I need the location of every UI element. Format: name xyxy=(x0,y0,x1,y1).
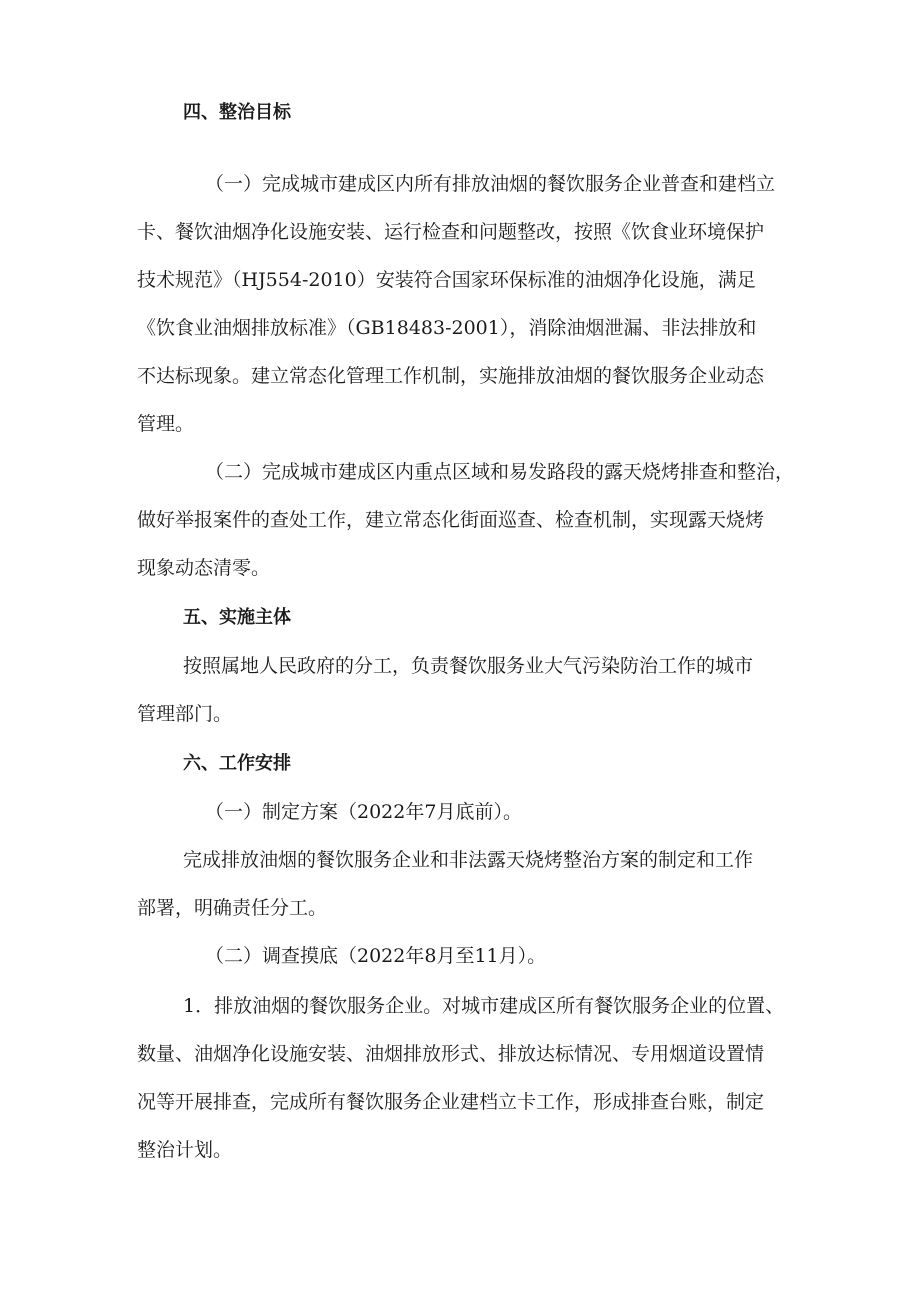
stage-1-line-2: 部署，明确责任分工。 xyxy=(137,897,328,919)
goal-1-line-1: （一）完成城市建成区内所有排放油烟的餐饮服务企业普查和建档立 xyxy=(205,173,776,195)
item-1-line-2: 数量、油烟净化设施安装、油烟排放形式、排放达标情况、专用烟道设置情 xyxy=(137,1043,765,1065)
goal-1-line-6: 管理。 xyxy=(137,413,195,435)
subject-line-1: 按照属地人民政府的分工，负责餐饮服务业大气污染防治工作的城市 xyxy=(183,655,754,677)
section-heading-subject: 五、实施主体 xyxy=(183,607,291,628)
item-1-line-3: 况等开展排查，完成所有餐饮服务企业建档立卡工作，形成排查台账，制定 xyxy=(137,1091,765,1113)
stage-1-line-1: 完成排放油烟的餐饮服务企业和非法露天烧烤整治方案的制定和工作 xyxy=(183,849,754,871)
goal-1-line-2: 卡、餐饮油烟净化设施安装、运行检查和问题整改，按照《饮食业环境保护 xyxy=(137,221,765,243)
stage-2-title: （二）调查摸底（2022年8月至11月）。 xyxy=(205,945,547,967)
goal-1-line-5: 不达标现象。建立常态化管理工作机制，实施排放油烟的餐饮服务企业动态 xyxy=(137,365,765,387)
section-heading-schedule: 六、工作安排 xyxy=(183,753,291,774)
stage-1-title: （一）制定方案（2022年7月底前）。 xyxy=(205,801,522,823)
goal-2-line-2: 做好举报案件的查处工作，建立常态化街面巡查、检查机制，实现露天烧烤 xyxy=(137,509,765,531)
goal-2-line-1: （二）完成城市建成区内重点区域和易发路段的露天烧烤排查和整治， xyxy=(205,461,795,483)
goal-1-line-3: 技术规范》（HJ554-2010）安装符合国家环保标准的油烟净化设施，满足 xyxy=(137,269,756,291)
subject-line-2: 管理部门。 xyxy=(137,703,233,725)
section-heading-goals: 四、整治目标 xyxy=(183,102,291,123)
item-1-line-1: 1．排放油烟的餐饮服务企业。对城市建成区所有餐饮服务企业的位置、 xyxy=(183,995,785,1017)
goal-2-line-3: 现象动态清零。 xyxy=(137,557,271,579)
goal-1-line-4: 《饮食业油烟排放标准》（GB18483-2001），消除油烟泄漏、非法排放和 xyxy=(137,317,757,339)
item-1-line-4: 整治计划。 xyxy=(137,1139,233,1161)
